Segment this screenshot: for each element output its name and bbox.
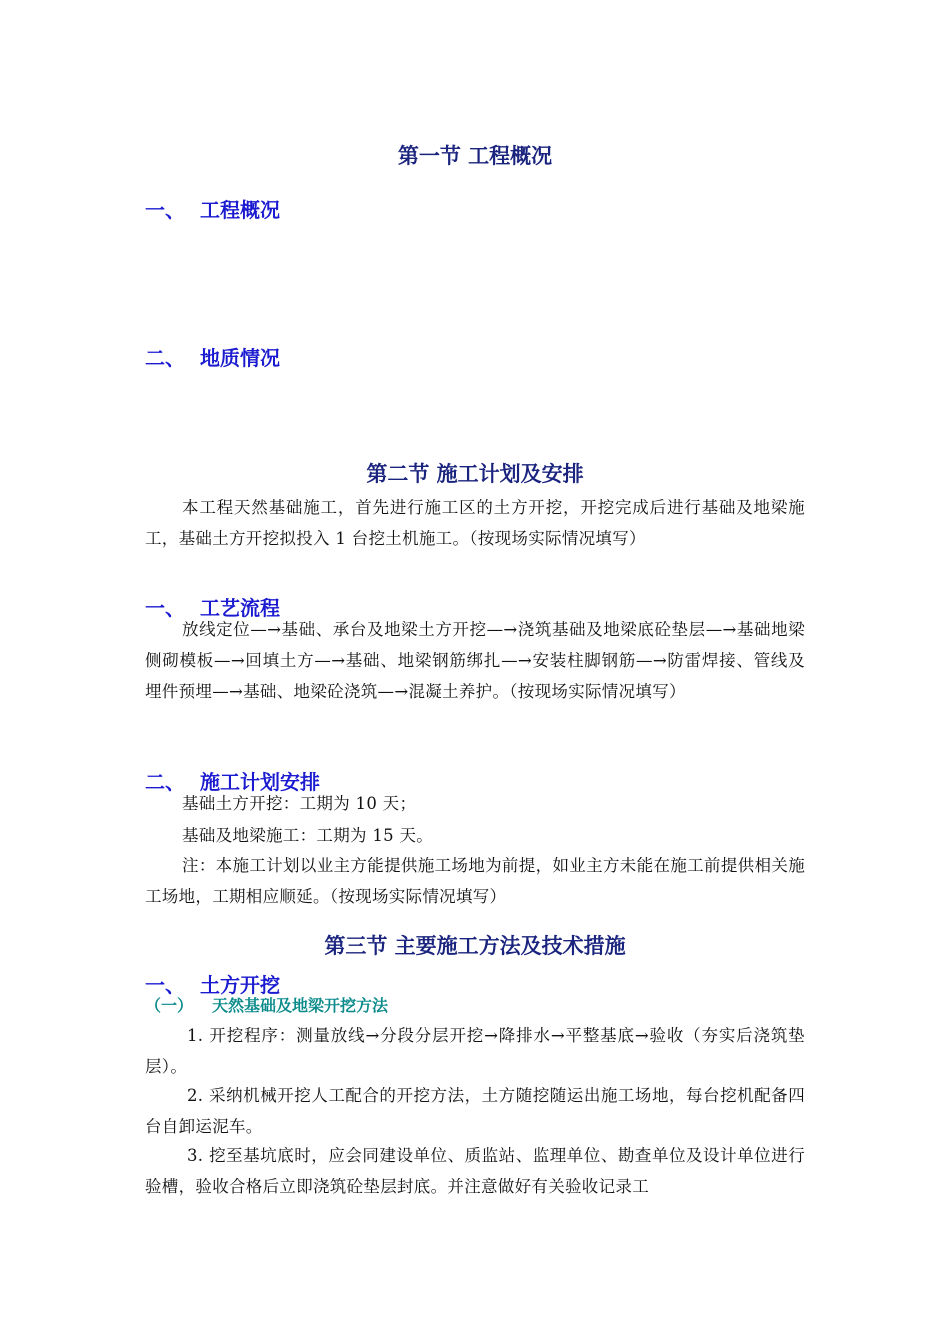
subheading-text: 天然基础及地梁开挖方法 [212, 996, 389, 1015]
excavation-step-1: 1. 开挖程序：测量放线→分段分层开挖→降排水→平整基底→验收（夯实后浇筑垫层）。 [145, 1026, 805, 1076]
heading-number: 二、 [145, 770, 185, 794]
heading-geology [145, 345, 280, 371]
section-1-title: 第一节 工程概况 [397, 144, 553, 168]
heading-text: 工艺流程 [200, 596, 280, 620]
schedule-line-1: 基础土方开挖：工期为 10 天； [182, 794, 417, 813]
excavation-step-3: 3. 挖至基坑底时，应会同建设单位、质监站、监理单位、勘查单位及设计单位进行验槽，验收合格后立即浇筑砼垫层封底。并注意做好有关验收记录工 [145, 1146, 805, 1196]
subheading-excavation-method [145, 995, 388, 1017]
heading-text: 施工计划安排 [200, 770, 320, 794]
heading-project-overview [145, 197, 280, 223]
excavation-step-2: 2. 采纳机械开挖人工配合的开挖方法，土方随挖随运出施工场地，每台挖机配备四台自卸运泥车。 [145, 1086, 805, 1136]
section-2-intro: 本工程天然基础施工，首先进行施工区的土方开挖，开挖完成后进行基础及地梁施工，基础土方开挖拟投入 1 台挖土机施工。（按现场实际情况填写） [145, 498, 805, 548]
schedule-note: 注：本施工计划以业主方能提供施工场地为前提，如业主方未能在施工前提供相关施工场地，工期相应顺延。（按现场实际情况填写） [145, 856, 805, 906]
process-flow-text: 放线定位—→基础、承台及地梁土方开挖—→浇筑基础及地梁底砼垫层—→基础地梁侧砌模板—→回填土方—→基础、地梁钢筋绑扎—→安装柱脚钢筋—→防雷焊接、管线及埋件预埋—→基础、地梁砼浇筑—→混凝土养护。（按现场实际情况填写） [145, 620, 805, 701]
heading-text: 工程概况 [200, 198, 280, 222]
heading-number: 二、 [145, 346, 185, 370]
subheading-number: （一） [145, 996, 194, 1015]
section-3-title: 第三节 主要施工方法及技术措施 [324, 934, 626, 958]
heading-text: 地质情况 [200, 346, 280, 370]
heading-text: 土方开挖 [200, 973, 280, 997]
section-2-title: 第二节 施工计划及安排 [366, 462, 584, 486]
heading-number: 一、 [145, 596, 185, 620]
schedule-line-2: 基础及地梁施工：工期为 15 天。 [182, 826, 434, 845]
heading-number: 一、 [145, 973, 185, 997]
heading-number: 一、 [145, 198, 185, 222]
